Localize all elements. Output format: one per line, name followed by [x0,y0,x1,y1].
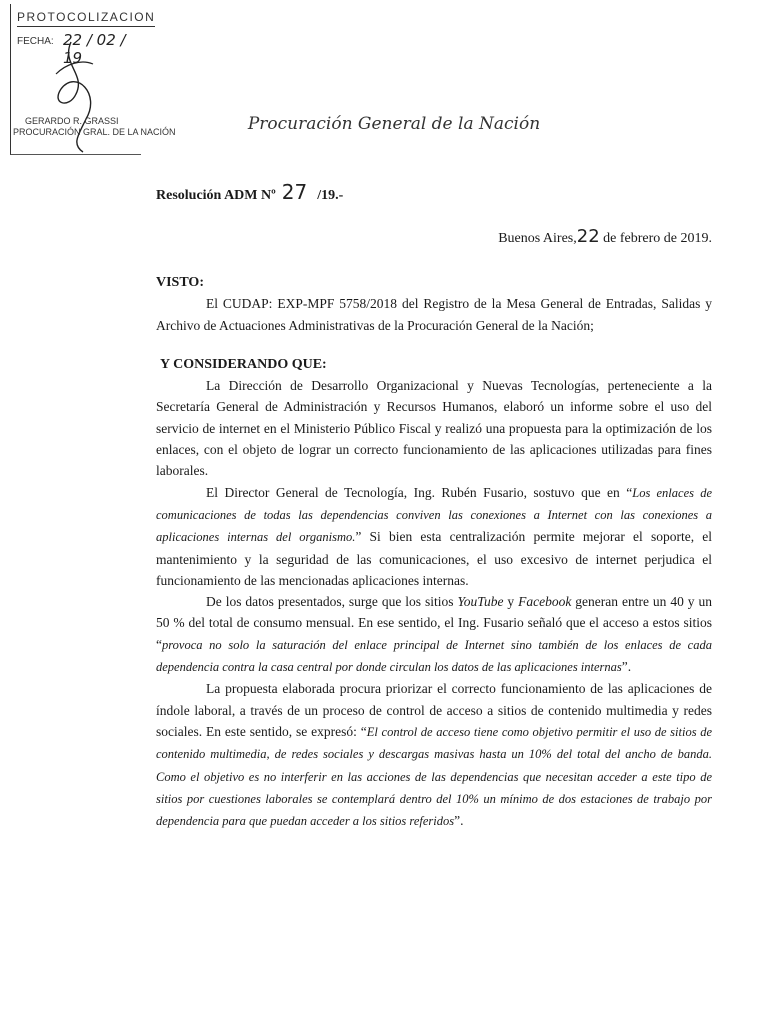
date-rest: de febrero de 2019. [603,231,712,246]
considerando-heading: Y CONSIDERANDO QUE: [160,356,327,372]
p2-text-a: El Director General de Tecnología, Ing. Rubén Fusario, sostuvo que en “ [206,484,633,500]
resolution-prefix: Resolución ADM Nº [156,188,276,203]
p3-text-c: ”. [621,659,632,675]
considerando-paragraph-2 [156,482,712,591]
p3-and: y [503,594,519,610]
p3-facebook: Facebook [518,594,572,610]
stamp-fecha-label: FECHA: [17,36,54,47]
p3-youtube: YouTube [457,594,504,610]
stamp-title: PROTOCOLIZACION [17,10,155,27]
resolution-number [156,180,343,204]
place-date [498,226,712,247]
resolution-suffix: /19.- [317,188,344,203]
p2-text-b: ” Si bien esta centralización permite mejorar el soporte, el mantenimiento y la seguridad de las comunicaciones, el uso excesivo de internet perjudica el funcionamiento de las mencionadas aplicaciones internas. [156,529,712,588]
visto-paragraph: El CUDAP: EXP-MPF 5758/2018 del Registro de la Mesa General de Entradas, Salidas y Archivo de Actuaciones Administrativas de la Procuración General de la Nación; [156,296,712,333]
p3-text-b: generan entre un 40 y un 50 % del total de consumo mensual. En ese sentido, el Ing. Fusario señaló que el acceso a estos sitios “ [156,594,713,652]
place: Buenos Aires, [498,231,577,246]
letterhead: Procuración General de la Nación [247,114,541,134]
considerando-paragraph-4 [156,678,712,832]
p4-text-a: La propuesta elaborada procura priorizar el correcto funcionamiento de las aplicaciones de índole laboral, a través de un proceso de control de acceso a sitios de contenido multimedia y redes sociales. En este sentido, se expresó: “ [156,681,712,739]
stamp-date: 22 / 02 / 19 [63,31,126,67]
resolution-handwritten-number: 27 [281,180,308,204]
stamp-signer-office: PROCURACIÓN GRAL. DE LA NACIÓN [13,127,176,137]
considerando-paragraph-3 [156,591,712,678]
p4-text-b: ”. [454,813,464,829]
stamp-signer-name: GERARDO R. GRASSI [25,116,119,126]
p2-quote: Los enlaces de comunicaciones de todas las dependencias conviven las conexiones a Internet con las conexiones a aplicaciones internas del organismo. [156,485,712,545]
visto-heading: VISTO: [156,275,204,290]
document-body [156,272,712,832]
handwritten-day: 22 [576,226,600,247]
p4-quote: El control de acceso tiene como objetivo permitir el uso de sitios de contenido multimedia, de redes sociales y descargas masivas hasta un 10% del total del ancho de banda. Como el objetivo es no interferir en las acciones de las dependencias que necesitan acceder a este tipo de sitios por cuestiones laborales se contemplará dentro del 10% un mínimo de dos estaciones de trabajo por dependencia para que puedan acceder a los sitios referidos [156,724,712,829]
considerando-paragraph-1: La Dirección de Desarrollo Organizacional y Nuevas Tecnologías, perteneciente a la Secretaría General de Administración y Recursos Humanos, elaboró un informe sobre el uso del servicio de internet en el Ministerio Público Fiscal y realizó una propuesta para la optimización de los enlaces, con el objeto de lograr un correcto funcionamiento de las aplicaciones utilizadas para fines laborales. [156,378,712,479]
p3-quote: provoca no solo la saturación del enlace principal de Internet sino también de los enlaces de cada dependencia contra la casa central por donde circulan los datos de las aplicaciones internas [156,637,712,675]
p3-text-a: De los datos presentados, surge que los sitios [206,594,458,610]
